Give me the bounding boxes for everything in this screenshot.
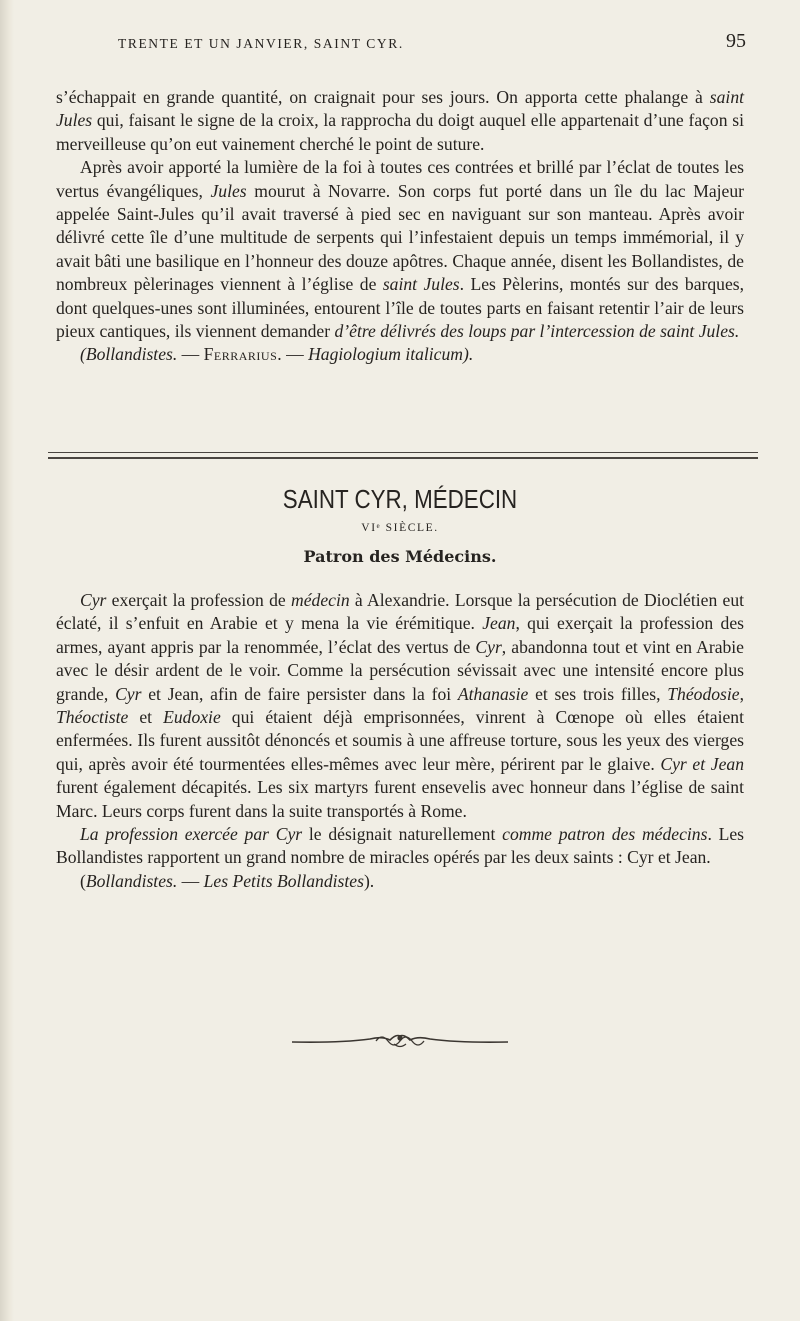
- paragraph-cyr-2: La profession exercée par Cyr le désignait naturellement comme patron des médecins. Les Bollandistes rapportent un grand nombre de miracles opérés par les deux saints : Cyr et Jean.: [56, 824, 744, 868]
- running-title: TRENTE ET UN JANVIER, SAINT CYR.: [118, 36, 404, 51]
- paragraph-jules-1: s’échappait en grande quantité, on craignait pour ses jours. On apporta cette phalange à saint Jules qui, faisant le signe de la croix, la rapprocha du doigt auquel elle appartenait d’une façon si merveilleuse qu’on eut vainement cherché le point de suture.: [56, 87, 744, 154]
- paragraph-jules-2: Après avoir apporté la lumière de la foi à toutes ces contrées et brillé par l’éclat de toutes les vertus évangéliques, Jules mourut à Novarre. Son corps fut porté dans un île du lac Majeur appelée Saint-Jules qu’il avait traversé à pied sec en naviguant sur son manteau. Après avoir délivré cette île d’une multitude de serpents qui l’infestaient depuis un temps immémorial, il y avait bâti une basilique en l’honneur des douze apôtres. Chaque année, disent les Bollandistes, de nombreux pèlerinages viennent à l’église de saint Jules. Les Pèlerins, montés sur des barques, dont quelques-unes sont illuminées, entourent l’île de toutes parts en faisant retentir l’air de leurs pieux cantiques, ils viennent demander d’être délivrés des loups par l’intercession de saint Jules.: [56, 157, 745, 342]
- fleuron-ornament: [290, 1030, 510, 1052]
- citation-cyr: (Bollandistes. — Les Petits Bollandistes).: [80, 870, 375, 891]
- page-number: 95: [726, 30, 746, 52]
- section-divider-thick: [48, 457, 758, 459]
- section-title: SAINT CYR, MÉDECIN: [282, 484, 518, 514]
- citation-jules: (Bollandistes. — Ferrarius. — Hagiologium italicum).: [80, 344, 474, 365]
- patron-subtitle: Patron des Médecins.: [303, 547, 497, 566]
- page-edge-shadow: [0, 0, 14, 1321]
- saint-cyr-section: [56, 589, 744, 893]
- paragraph-cyr-1: Cyr exerçait la profession de médecin à Alexandrie. Lorsque la persécution de Dioclétien eut éclaté, il s’enfuit en Arabie et y mena la vie érémitique. Jean, qui exerçait la profession des armes, ayant appris par la renommée, l’éclat des vertus de Cyr, abandonna tout et vint en Arabie avec le désir ardent de le voir. Comme la persécution sévissait avec une intensité encore plus grande, Cyr et Jean, afin de faire persister dans la foi Athanasie et ses trois filles, Théodosie, Théoctiste et Eudoxie qui étaient déjà emprisonnées, vinrent à Cœnope où elles étaient enfermées. Ils furent aussitôt dénoncés et soumis à une affreuse torture, sous les yeux des vierges qui, après avoir été tourmentées elles-mêmes avec leur mère, périrent par le glaive. Cyr et Jean furent également décapités. Les six martyrs furent ensevelis avec honneur dans l’église de saint Marc. Leurs corps furent dans la suite transportés à Rome.: [56, 590, 745, 821]
- century-label: VIᵉ SIÈCLE.: [361, 522, 439, 534]
- section-divider-thin: [48, 452, 758, 453]
- saint-jules-section: [56, 86, 744, 367]
- running-header: [56, 30, 746, 56]
